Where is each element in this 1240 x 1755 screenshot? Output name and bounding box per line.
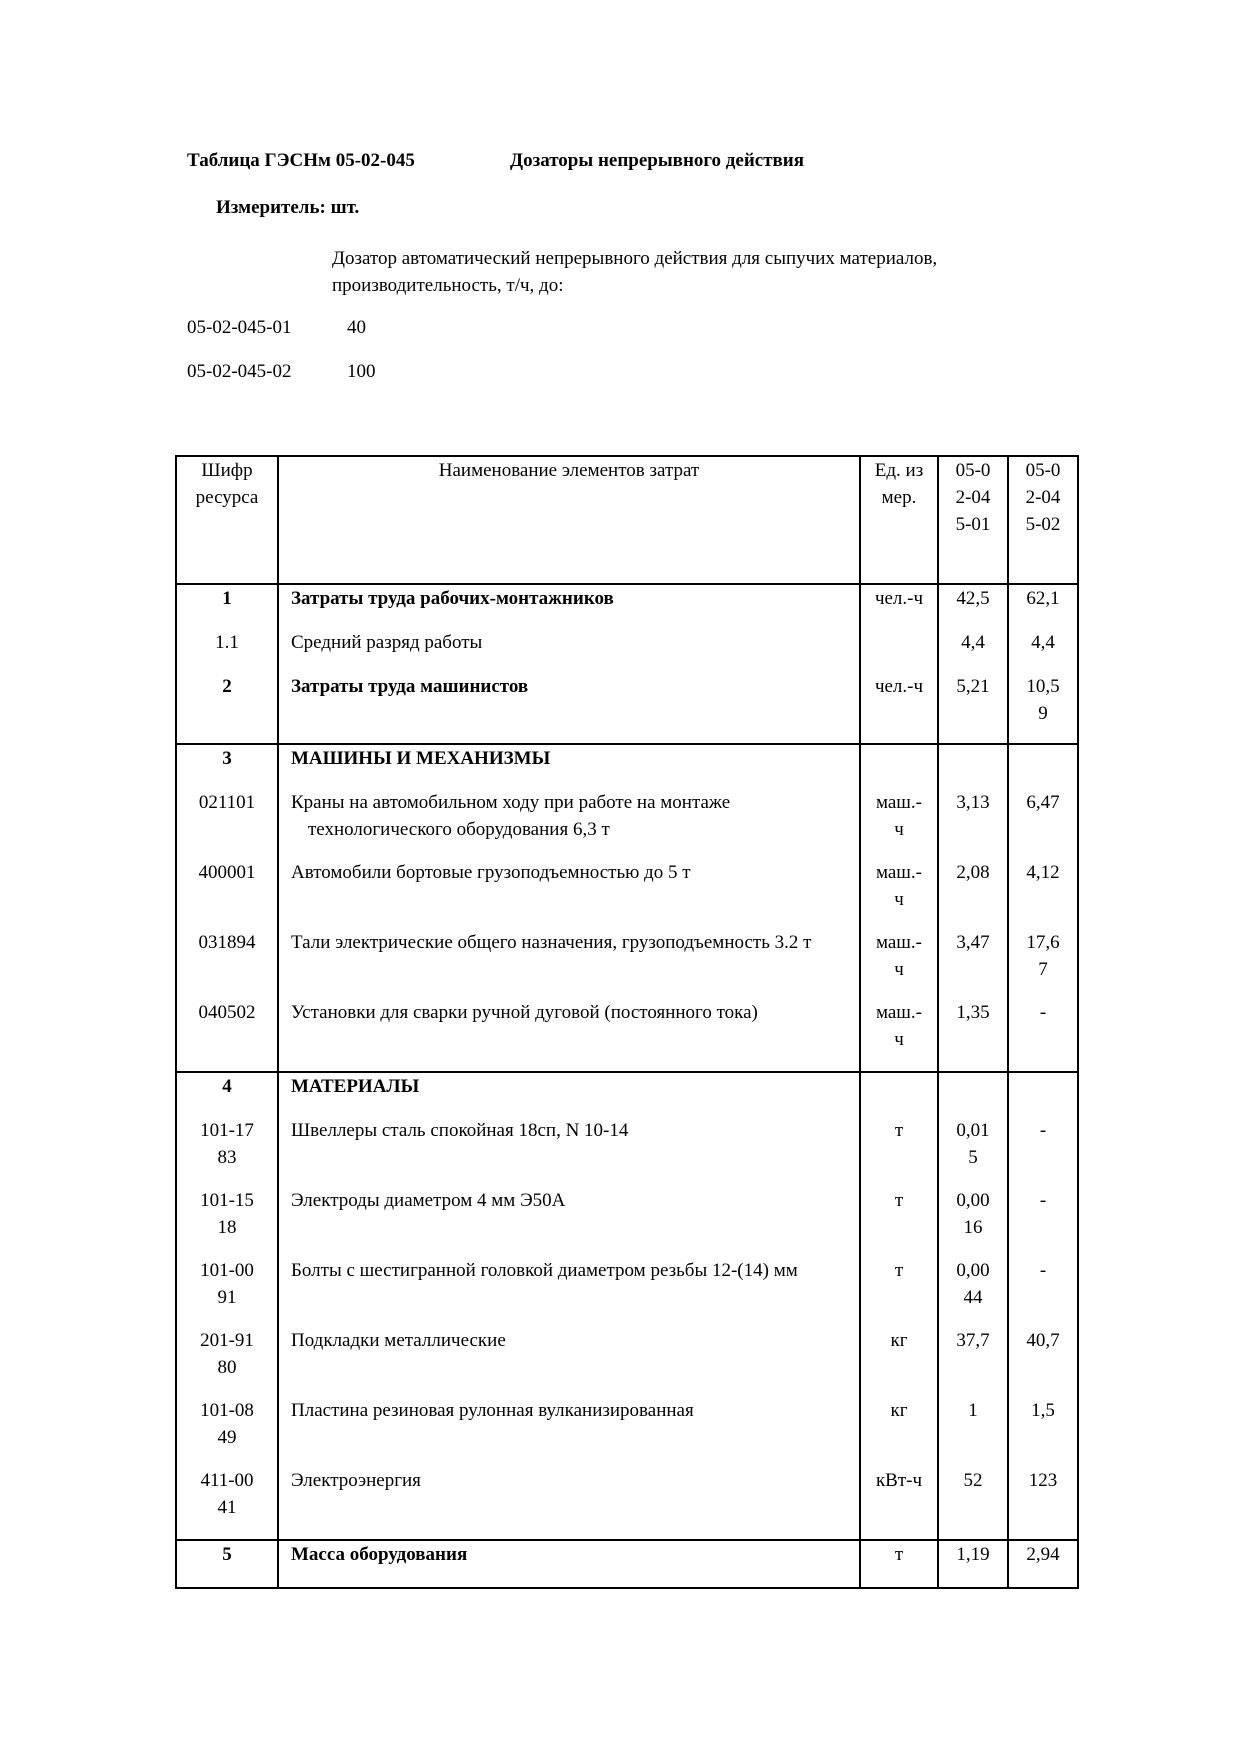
row-value-1: 3,47	[938, 929, 1008, 999]
row-value-1: 0,0016	[938, 1187, 1008, 1257]
row-name: Электроды диаметром 4 мм Э50А	[278, 1187, 860, 1257]
row-unit: т	[860, 1257, 938, 1327]
row-name: Подкладки металлические	[278, 1327, 860, 1397]
table-row	[176, 789, 1078, 859]
row-value-1: 1	[938, 1397, 1008, 1467]
row-code: 040502	[176, 999, 278, 1072]
row-unit: т	[860, 1117, 938, 1187]
description-line-1: Дозатор автоматический непрерывного действия для сыпучих материалов,	[332, 248, 938, 269]
row-value-2: -	[1008, 1257, 1078, 1327]
variant-code-2: 05-02-045-02	[187, 361, 292, 382]
row-value-2: 40,7	[1008, 1327, 1078, 1397]
row-value-2: 2,94	[1008, 1540, 1078, 1588]
row-unit	[860, 629, 938, 673]
variant-value-1: 40	[347, 317, 366, 338]
row-unit: кВт-ч	[860, 1467, 938, 1540]
row-code: 101-1518	[176, 1187, 278, 1257]
table-row	[176, 1257, 1078, 1327]
row-value-2: -	[1008, 1117, 1078, 1187]
table-row	[176, 1187, 1078, 1257]
row-code: 031894	[176, 929, 278, 999]
row-name: Средний разряд работы	[278, 629, 860, 673]
table-row	[176, 584, 1078, 629]
row-code: 201-9180	[176, 1327, 278, 1397]
row-value-2	[1008, 744, 1078, 789]
row-code: 101-0849	[176, 1397, 278, 1467]
row-value-2: 123	[1008, 1467, 1078, 1540]
row-unit: кг	[860, 1327, 938, 1397]
header-unit: Ед. измер.	[860, 456, 938, 584]
table-row	[176, 629, 1078, 673]
row-name: Масса оборудования	[278, 1540, 860, 1588]
row-unit: т	[860, 1187, 938, 1257]
row-value-2: 4,12	[1008, 859, 1078, 929]
row-code: 1	[176, 584, 278, 629]
row-unit: маш.-ч	[860, 859, 938, 929]
row-unit: маш.-ч	[860, 789, 938, 859]
row-value-1: 0,0044	[938, 1257, 1008, 1327]
row-value-2: 17,67	[1008, 929, 1078, 999]
row-unit: чел.-ч	[860, 673, 938, 744]
table-row	[176, 1117, 1078, 1187]
row-value-2: 1,5	[1008, 1397, 1078, 1467]
row-unit: т	[860, 1540, 938, 1588]
table-header-row	[176, 456, 1078, 584]
row-code: 1.1	[176, 629, 278, 673]
row-value-1: 37,7	[938, 1327, 1008, 1397]
row-unit	[860, 744, 938, 789]
row-value-2: -	[1008, 1187, 1078, 1257]
row-value-1: 5,21	[938, 673, 1008, 744]
row-value-1: 2,08	[938, 859, 1008, 929]
table-title: Дозаторы непрерывного действия	[510, 150, 805, 171]
row-value-1: 4,4	[938, 629, 1008, 673]
row-code: 2	[176, 673, 278, 744]
row-unit: кг	[860, 1397, 938, 1467]
row-name: Пластина резиновая рулонная вулканизированная	[278, 1397, 860, 1467]
header-v2: 05-02-045-02	[1008, 456, 1078, 584]
row-code: 101-1783	[176, 1117, 278, 1187]
resource-table	[175, 455, 1079, 1589]
table-row	[176, 1327, 1078, 1397]
row-value-1: 1,19	[938, 1540, 1008, 1588]
table-row	[176, 744, 1078, 789]
row-value-2: 6,47	[1008, 789, 1078, 859]
row-value-2: -	[1008, 999, 1078, 1072]
row-code: 411-0041	[176, 1467, 278, 1540]
row-name: Затраты труда рабочих-монтажников	[278, 584, 860, 629]
row-unit: маш.-ч	[860, 929, 938, 999]
row-name: Электроэнергия	[278, 1467, 860, 1540]
row-name: Болты с шестигранной головкой диаметром резьбы 12-(14) мм	[278, 1257, 860, 1327]
row-code: 400001	[176, 859, 278, 929]
row-value-1: 52	[938, 1467, 1008, 1540]
table-row	[176, 1540, 1078, 1588]
header-v1: 05-02-045-01	[938, 456, 1008, 584]
row-code: 4	[176, 1072, 278, 1117]
row-name: МАТЕРИАЛЫ	[278, 1072, 860, 1117]
row-name: Автомобили бортовые грузоподъемностью до 5 т	[278, 859, 860, 929]
row-value-1: 1,35	[938, 999, 1008, 1072]
header-name: Наименование элементов затрат	[278, 456, 860, 584]
row-value-1	[938, 1072, 1008, 1117]
unit-of-measure: Измеритель: шт.	[216, 197, 360, 218]
row-unit: маш.-ч	[860, 999, 938, 1072]
variant-code-1: 05-02-045-01	[187, 317, 292, 338]
table-row	[176, 1397, 1078, 1467]
table-row	[176, 999, 1078, 1072]
row-name: Затраты труда машинистов	[278, 673, 860, 744]
row-value-2: 62,1	[1008, 584, 1078, 629]
row-code: 3	[176, 744, 278, 789]
row-code: 021101	[176, 789, 278, 859]
row-name: Краны на автомобильном ходу при работе на монтаже технологического оборудования 6,3 т	[278, 789, 860, 859]
row-name: Тали электрические общего назначения, грузоподъемность 3.2 т	[278, 929, 860, 999]
row-value-2: 4,4	[1008, 629, 1078, 673]
table-row	[176, 673, 1078, 744]
description-line-2: производительность, т/ч, до:	[332, 275, 564, 296]
table-row	[176, 1072, 1078, 1117]
row-name: Швеллеры сталь спокойная 18сп, N 10-14	[278, 1117, 860, 1187]
row-value-1: 0,015	[938, 1117, 1008, 1187]
row-unit	[860, 1072, 938, 1117]
row-code: 101-0091	[176, 1257, 278, 1327]
description	[332, 245, 937, 299]
row-name: МАШИНЫ И МЕХАНИЗМЫ	[278, 744, 860, 789]
row-unit: чел.-ч	[860, 584, 938, 629]
row-value-1: 42,5	[938, 584, 1008, 629]
header-code: Шифр ресурса	[176, 456, 278, 584]
row-name: Установки для сварки ручной дуговой (постоянного тока)	[278, 999, 860, 1072]
row-value-1: 3,13	[938, 789, 1008, 859]
row-value-2: 10,59	[1008, 673, 1078, 744]
row-value-1	[938, 744, 1008, 789]
row-value-2	[1008, 1072, 1078, 1117]
row-code: 5	[176, 1540, 278, 1588]
variant-value-2: 100	[347, 361, 376, 382]
table-label: Таблица ГЭСНм 05-02-045	[187, 150, 415, 171]
table-row	[176, 859, 1078, 929]
table-row	[176, 929, 1078, 999]
table-row	[176, 1467, 1078, 1540]
